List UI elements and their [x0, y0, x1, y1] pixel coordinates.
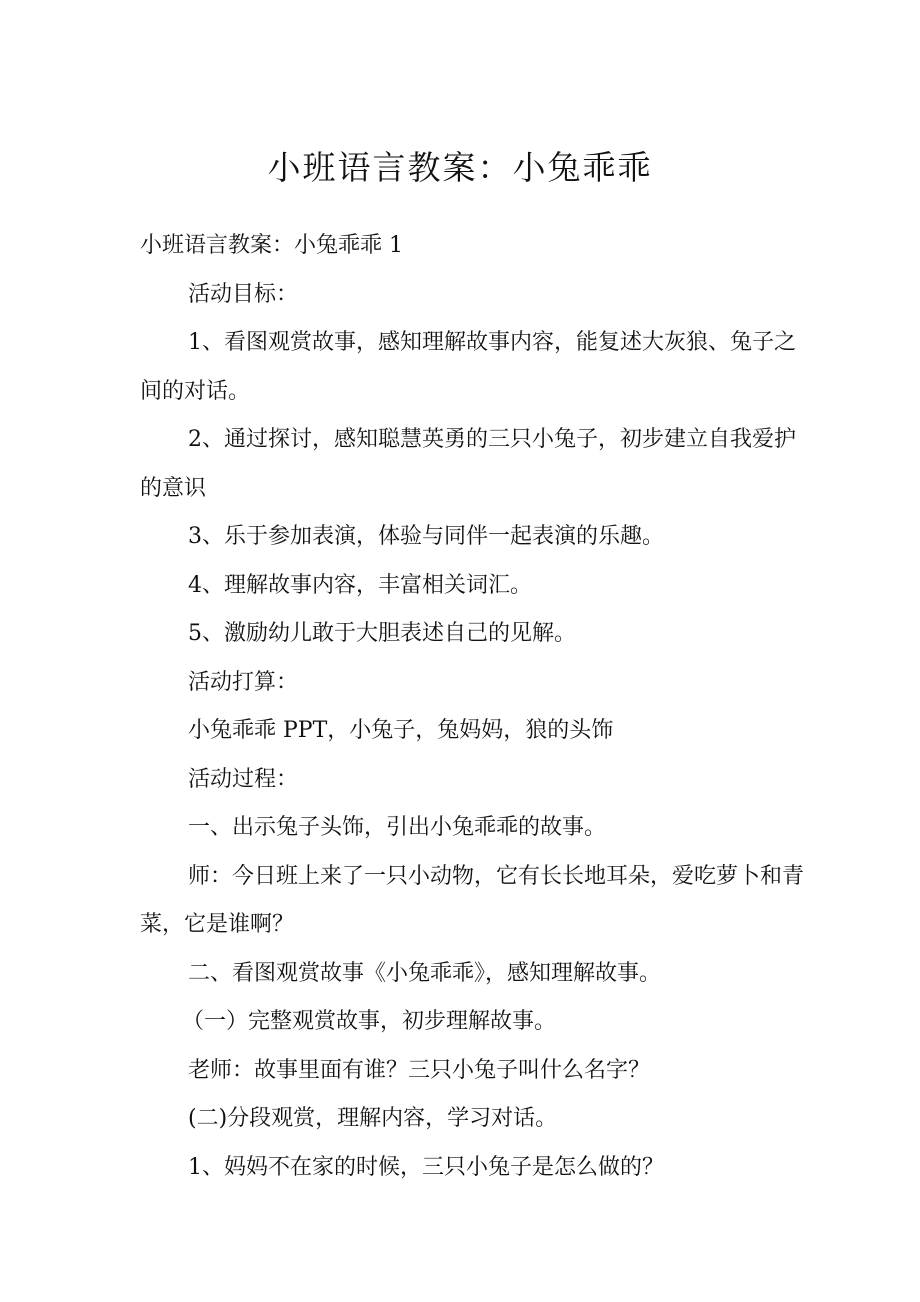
paragraph: （一）完整观赏故事，初步理解故事。 — [182, 1009, 557, 1034]
document-body — [140, 222, 810, 1192]
paragraph: 一、出示兔子头饰，引出小兔乖乖的故事。 — [188, 815, 607, 840]
paragraph: 二、看图观赏故事《小兔乖乖》，感知理解故事。 — [188, 960, 662, 986]
paragraph: 1、妈妈不在家的时候，三只小兔子是怎么做的？ — [188, 1154, 664, 1180]
document-title: 小班语言教案：小兔乖乖 — [267, 148, 653, 187]
paragraph: 活动过程： — [188, 766, 299, 792]
paragraph: 3、乐于参加表演，体验与同伴一起表演的乐趣。 — [188, 524, 664, 549]
paragraph: 1、看图观赏故事，感知理解故事内容，能复述大灰狼、兔子之间的对话。 — [140, 330, 796, 404]
paragraph: 活动打算： — [188, 669, 299, 695]
paragraph: 小兔乖乖 PPT，小兔子，兔妈妈，狼的头饰 — [188, 718, 614, 743]
paragraph: 老师：故事里面有谁？三只小兔子叫什么名字？ — [188, 1057, 651, 1083]
paragraph: (二)分段观赏，理解内容，学习对话。 — [188, 1106, 558, 1131]
paragraph: 5、激励幼儿敢于大胆表述自己的见解。 — [188, 621, 576, 646]
paragraph: 2、通过探讨，感知聪慧英勇的三只小兔子，初步建立自我爱护的意识 — [140, 427, 796, 501]
section-heading: 小班语言教案：小兔乖乖 1 — [140, 233, 403, 258]
paragraph: 4、理解故事内容，丰富相关词汇。 — [188, 572, 532, 598]
paragraph: 师：今日班上来了一只小动物，它有长长地耳朵，爱吃萝卜和青菜，它是谁啊？ — [140, 863, 805, 937]
paragraph: 活动目标： — [188, 281, 299, 307]
